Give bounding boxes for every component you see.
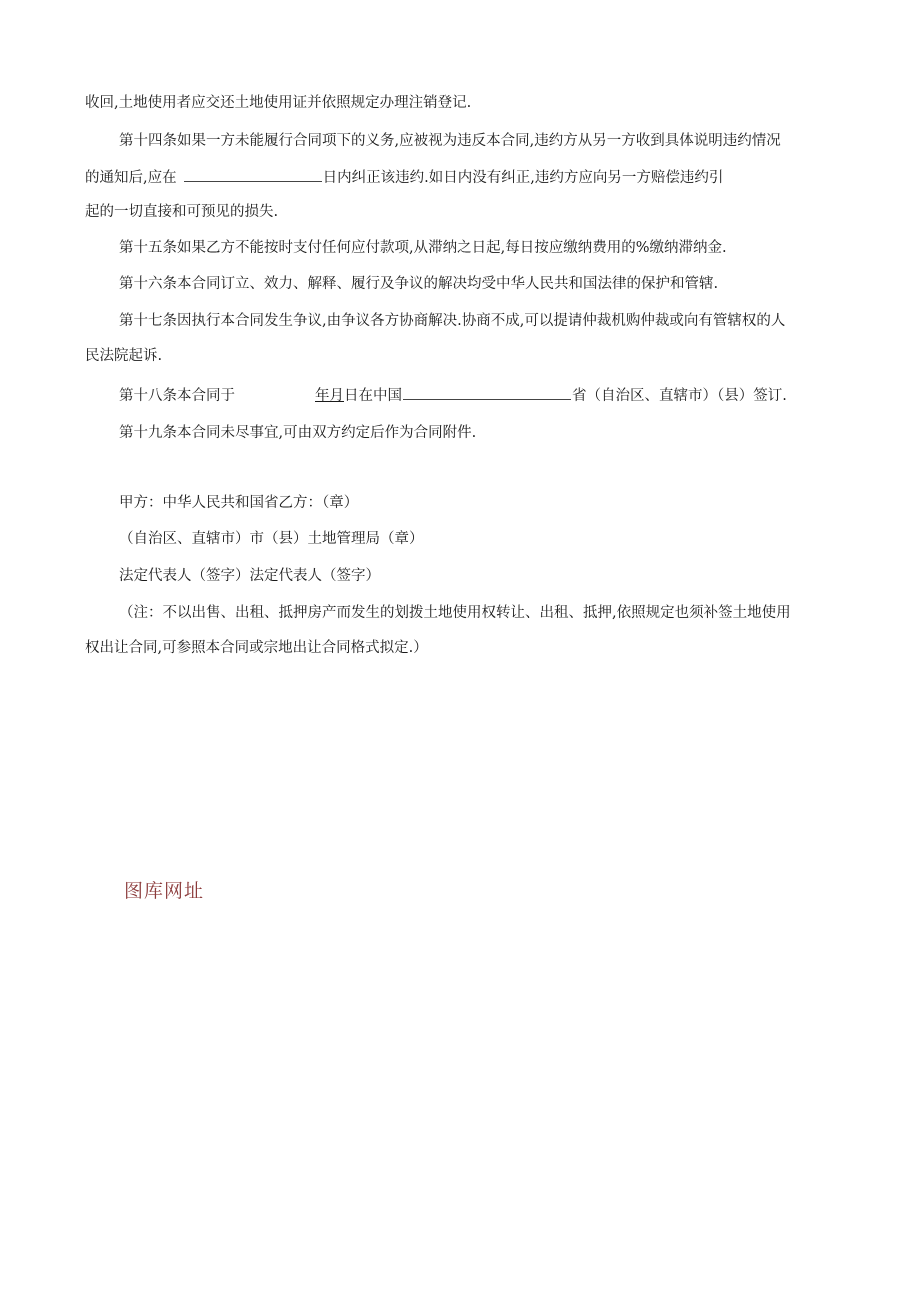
article-14-text-a: 的通知后,应在: [85, 170, 177, 186]
note-line-1: （注：不以出售、出租、抵押房产而发生的划拨土地使用权转让、出租、抵押,依照规定也须补签土地使用: [119, 605, 791, 621]
signature-bureau-line: （自治区、直辖市）市（县）土地管理局（章）: [119, 531, 424, 547]
province-blank: [403, 384, 571, 400]
signature-representative-line: 法定代表人（签字）法定代表人（签字）: [119, 568, 380, 584]
signature-party-line: 甲方：中华人民共和国省乙方：（章）: [119, 495, 359, 511]
article-14-text-b: 日内纠正该违约.如日内没有纠正,违约方应向另一方赔偿违约引: [322, 170, 724, 186]
article-18-text-d: 省（自治区、直辖市）（县）签订.: [572, 388, 787, 404]
article-16: 第十六条本合同订立、效力、解释、履行及争议的解决均受中华人民共和国法律的保护和管辖.: [119, 276, 719, 292]
article-18-text-c: 日在中国: [344, 388, 402, 404]
article-15: 第十五条如果乙方不能按时支付任何应付款项,从滞纳之日起,每日按应缴纳费用的%缴纳滞纳金.: [119, 240, 727, 256]
days-blank: [184, 166, 322, 182]
article-14-line-2: [85, 166, 723, 188]
article-18-text-a: 第十八条本合同于: [119, 388, 235, 404]
year-month-underlined: 年月: [315, 388, 344, 404]
article-14-line-3: 起的一切直接和可预见的损失.: [85, 204, 279, 220]
gallery-link[interactable]: 图库网址: [124, 880, 205, 902]
paragraph-line: 收回,土地使用者应交还土地使用证并依照规定办理注销登记.: [85, 95, 472, 111]
article-14-line-1: 第十四条如果一方未能履行合同项下的义务,应被视为违反本合同,违约方从另一方收到具体说明违约情况: [119, 133, 781, 149]
article-17-line-1: 第十七条因执行本合同发生争议,由争议各方协商解决.协商不成,可以提请仲裁机购仲裁或向有管辖权的人: [119, 313, 786, 329]
article-19: 第十九条本合同未尽事宜,可由双方约定后作为合同附件.: [119, 425, 477, 441]
article-18: [119, 384, 787, 406]
article-17-line-2: 民法院起诉.: [85, 348, 163, 364]
note-line-2: 权出让合同,可参照本合同或宗地出让合同格式拟定.）: [85, 640, 428, 656]
